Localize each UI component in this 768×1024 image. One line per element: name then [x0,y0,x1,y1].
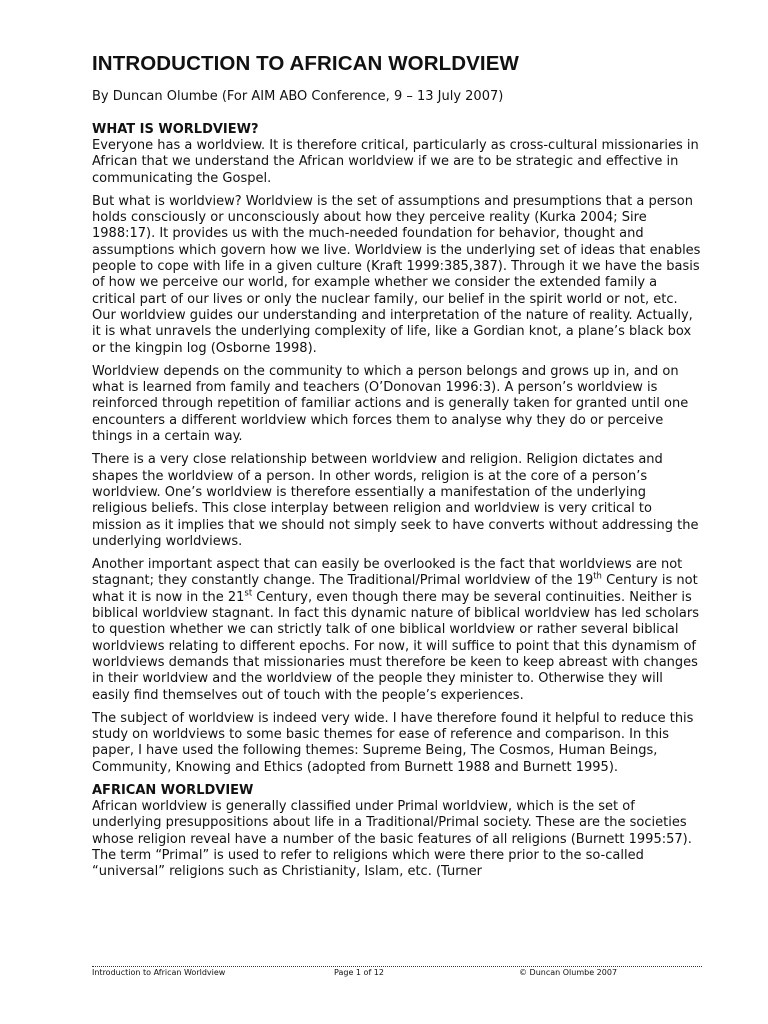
paragraph-text: Century, even though there may be several continuities. Neither is biblical worldview stagnant. In fact this dynamic nature of biblical worldview has led scholars to question whether we can strictly talk of one biblical worldview or rather several biblical worldviews relating to different epochs. For now, it will suffice to point that this dynamism of worldviews demands that missionaries must therefore be keen to keep abreast with changes in their worldview and the worldview of the people they minister to. Otherwise they will easily find themselves out of touch with the people’s experiences. [92,589,700,703]
paragraph: Worldview depends on the community to which a person belongs and grows up in, and on what is learned from family and teachers (O’Donovan 1996:3). A person’s worldview is reinforced through repetition of familiar actions and is generally taken for granted until one encounters a different worldview which forces them to analyse why they do or perceive things in a certain way. [92,363,689,445]
section-what-is-worldview [92,122,702,776]
paragraph: There is a very close relationship between worldview and religion. Religion dictates and shapes the worldview of a person. In other words, religion is at the core of a person’s worldview. One’s worldview is therefore essentially a manifestation of the underlying religious beliefs. This close interplay between religion and worldview is very critical to mission as it implies that we should not simply seek to have converts without addressing the underlying worldviews. [92,452,699,549]
page-footer [92,966,702,979]
section-african-worldview [92,783,702,880]
footer-document-title: Introduction to African Worldview [92,968,226,977]
paragraph-text: Century is not what it is now in the 21 [92,573,698,605]
document-page [92,50,702,887]
footer-copyright: © Duncan Olumbe 2007 [519,968,618,977]
section-heading: WHAT IS WORLDVIEW? [92,122,259,137]
paragraph: But what is worldview? Worldview is the set of assumptions and presumptions that a person holds consciously or unconsciously about how they perceive reality (Kurka 2004; Sire 1988:17). It provides us with the much-needed foundation for behavior, thought and assumptions which govern how we live. Worldview is the underlying set of ideas that enables people to cope with life in a given culture (Kraft 1999:385,387). Through it we have the basis of how we perceive our world, for example whether we consider the extended family a critical part of our lives or only the nuclear family, our belief in the spirit world or not, etc. Our worldview guides our understanding and interpretation of the nature of reality. Actually, it is what unravels the underlying complexity of life, like a Gordian knot, a plane’s black box or the kingpin log (Osborne 1998). [92,193,701,356]
document-title: INTRODUCTION TO AFRICAN WORLDVIEW [92,52,519,75]
author-byline: By Duncan Olumbe (For AIM ABO Conference, 9 – 13 July 2007) [92,89,504,104]
ordinal-suffix: st [244,588,253,599]
paragraph: Everyone has a worldview. It is therefore critical, particularly as cross-cultural missionaries in African that we understand the African worldview if we are to be strategic and effective in communicating the Gospel. [92,138,699,186]
paragraph: The subject of worldview is indeed very wide. I have therefore found it helpful to reduce this study on worldviews to some basic themes for ease of reference and comparison. In this paper, I have used the following themes: Supreme Being, The Cosmos, Human Beings, Community, Knowing and Ethics (adopted from Burnett 1988 and Burnett 1995). [92,710,694,775]
section-heading: AFRICAN WORLDVIEW [92,782,254,798]
paragraph-text: Another important aspect that can easily be overlooked is the fact that worldviews are not stagnant; they constantly change. The Traditional/Primal worldview of the 19 [92,557,683,589]
paragraph: African worldview is generally classified under Primal worldview, which is the set of underlying presuppositions about life in a Traditional/Primal society. These are the societies whose religion reveal have a number of the basic features of all religions (Burnett 1995:57). The term “Primal” is used to refer to religions which were there prior to the so-called “universal” religions such as Christianity, Islam, etc. (Turner [92,798,692,880]
ordinal-suffix: th [593,572,602,583]
paragraph-worldview-dynamism [92,557,702,704]
footer-page-number: Page 1 of 12 [334,968,384,977]
